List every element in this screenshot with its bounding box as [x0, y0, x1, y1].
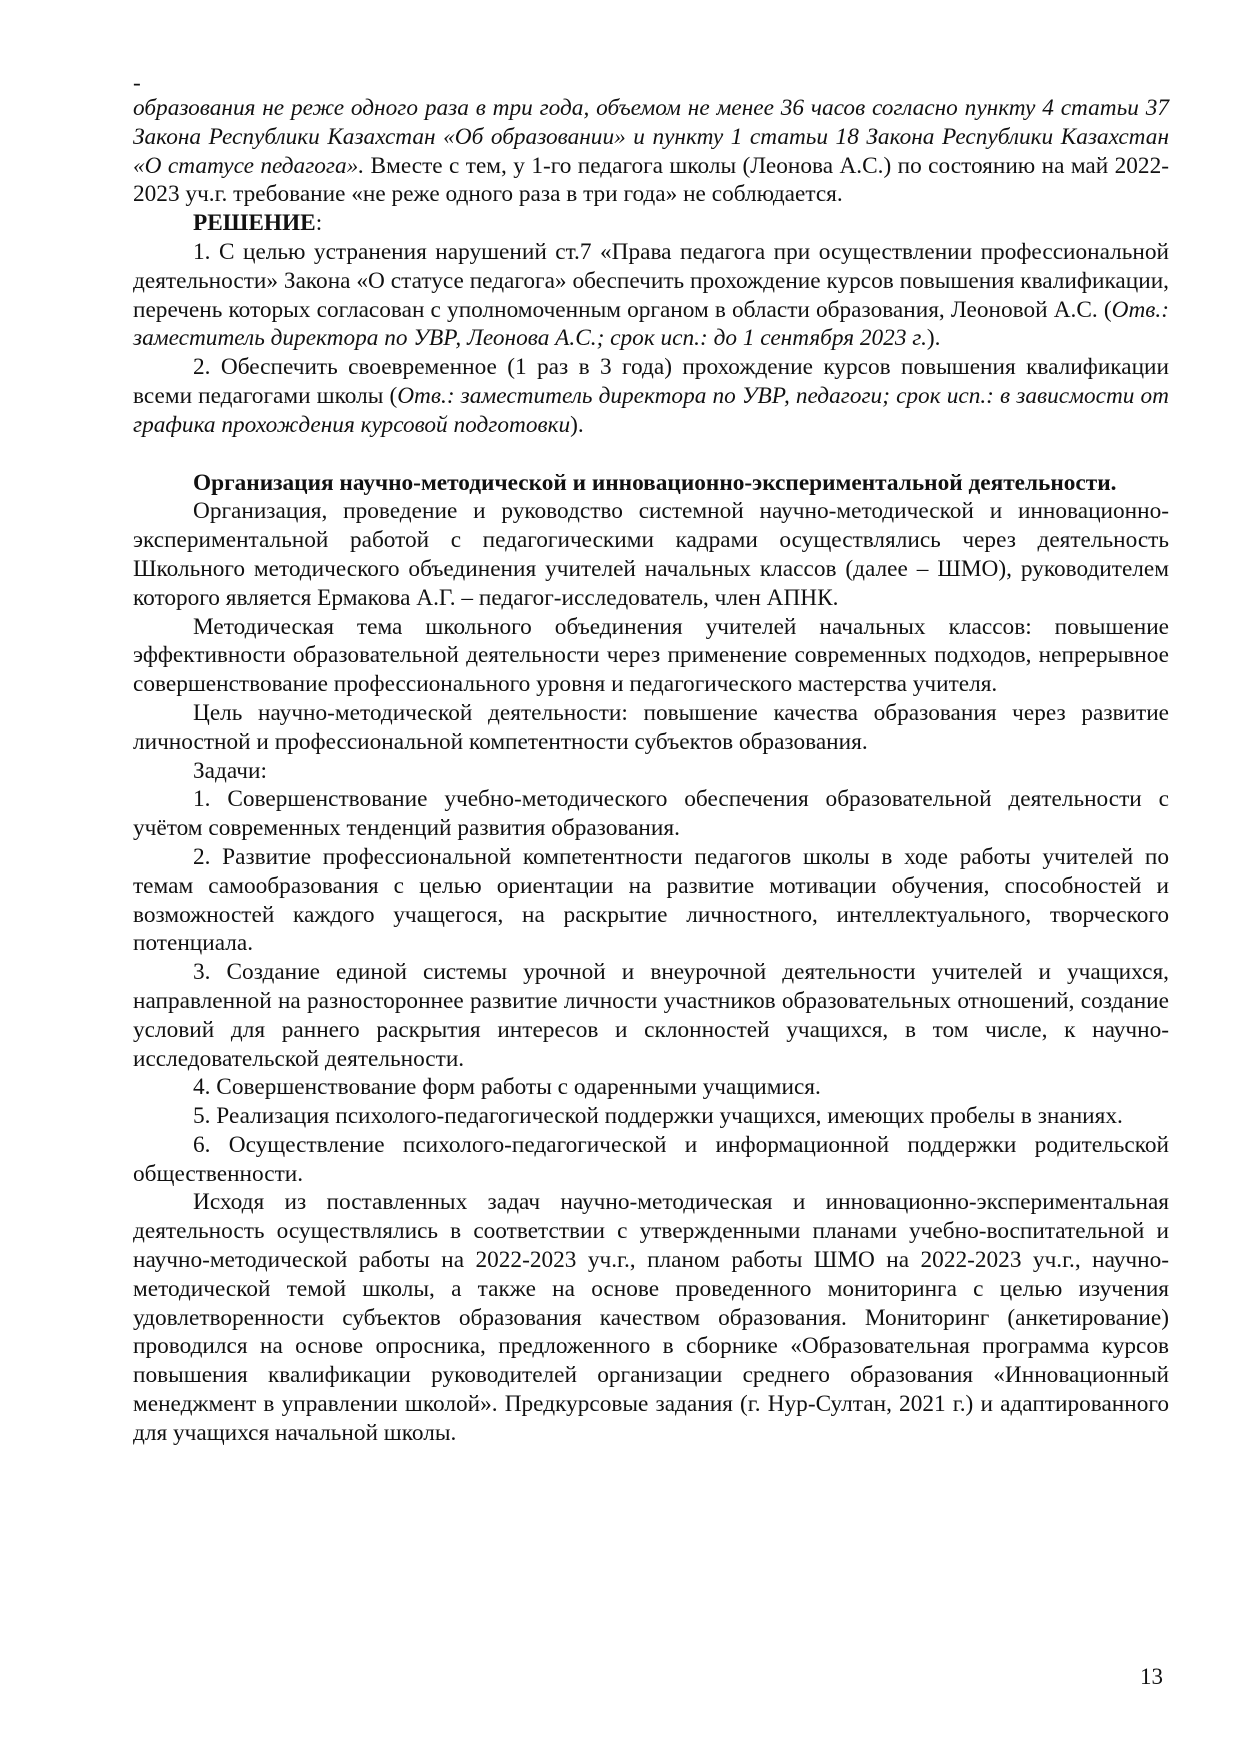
- decision-item-2: 2. Обеспечить своевременное (1 раз в 3 года) прохождение курсов повышения квалификации всеми педагогами школы (Отв.: заместитель директора по УВР, педагоги; срок исп.: в зависмости от графика прохождения курсовой подготовки).: [133, 354, 1169, 438]
- italic-law-reference: образования не реже одного раза в три года, объемом не менее 36 часов согласно пункту 4 статьи 37 Закона Республики Казахстан «Об образовании» и пункту 1 статьи 18 Закона Республики Казахстан «О статусе педагога».: [133, 95, 1169, 179]
- spacer: [133, 440, 1169, 469]
- paragraph-courses-requirement: [133, 94, 1169, 209]
- tasks-label: Задачи:: [193, 757, 267, 784]
- task-item: 2. Развитие профессиональной компетентности педагогов школы в ходе работы учителей по темам самообразования с целью ориентации на развитие мотивации обучения, способностей и возможностей каждого учащегося, на раскрытие личностного, интеллектуального, творческого потенциала.: [133, 843, 1169, 957]
- section-paragraph-3: Цель научно-методической деятельности: повышение качества образования через развитие личностной и профессиональной компетентности субъектов образования.: [133, 699, 1169, 755]
- section-paragraph-1: Организация, проведение и руководство системной научно-методической и инновационно-экспериментальной работой с педагогическими кадрами осуществлялись через деятельность Школьного методического объединения учителей начальных классов (далее – ШМО), руководителем которого является Ермакова А.Г. – педагог-исследователь, член АПНК.: [133, 498, 1169, 611]
- section-heading: Организация научно-методической и инновационно-экспериментальной деятельности.: [193, 469, 1117, 496]
- task-item: 6. Осуществление психолого-педагогической и информационной поддержки родительской общественности.: [133, 1131, 1169, 1187]
- paragraph-text: Вместе с тем, у 1-го педагога школы (Леонова А.С.) по состоянию на май 2022-2023 уч.г. требование «не реже одного раза в три года» не соблюдается.: [133, 152, 1169, 208]
- section-paragraph-2: Методическая тема школьного объединения учителей начальных классов: повышение эффективности образовательной деятельности через применение современных подходов, непрерывное совершенствование профессионального уровня и педагогического мастерства учителя.: [133, 613, 1169, 698]
- task-item: 1. Совершенствование учебно-методического обеспечения образовательной деятельности с учётом современных тенденций развития образования.: [133, 786, 1169, 842]
- document-page: [133, 72, 1169, 1448]
- responsible-note: Отв.: заместитель директора по УВР, педагоги; срок исп.: в зависмости от графика прохождения курсовой подготовки: [133, 382, 1169, 438]
- page-number: 13: [1140, 1664, 1163, 1689]
- decision-heading: РЕШЕНИЕ:: [193, 210, 323, 237]
- task-item: 4. Совершенствование форм работы с одаренными учащимися.: [193, 1074, 821, 1101]
- responsible-note: Отв.: заместитель директора по УВР, Леонова А.С.; срок исп.: до 1 сентября 2023 г.: [133, 296, 1169, 352]
- decision-title: РЕШЕНИЕ: [193, 210, 316, 237]
- task-item: 5. Реализация психолого-педагогической поддержки учащихся, имеющих пробелы в знаниях.: [193, 1103, 1123, 1130]
- leading-dash: -: [133, 70, 141, 96]
- decision-item-1: 1. С целью устранения нарушений ст.7 «Права педагога при осуществлении профессиональной деятельности» Закона «О статусе педагога» обеспечить прохождение курсов повышения квалификации, перечень которых согласован с уполномоченным органом в области образования, Леоновой А.С. (Отв.: заместитель директора по УВР, Леонова А.С.; срок исп.: до 1 сентября 2023 г.).: [133, 238, 1169, 352]
- section-paragraph-4: Исходя из поставленных задач научно-методическая и инновационно-экспериментальная деятельность осуществлялись в соответствии с утвержденными планами учебно-воспитательной и научно-методической работы на 2022-2023 уч.г., планом работы ШМО на 2022-2023 уч.г., научно-методической темой школы, а также на основе проведенного мониторинга с целью изучения удовлетворенности субъектов образования качеством образования. Мониторинг (анкетирование) проводился на основе опросника, предложенного в сборнике «Образовательная программа курсов повышения квалификации руководителей организации среднего образования «Инновационный менеджмент в управлении школой». Предкурсовые задания (г. Нур-Султан, 2021 г.) и адаптированного для учащихся начальной школы.: [133, 1189, 1169, 1446]
- task-item: 3. Создание единой системы урочной и внеурочной деятельности учителей и учащихся, направленной на разностороннее развитие личности участников образовательных отношений, создание условий для раннего раскрытия интересов и склонностей учащихся, в том числе, к научно- исследовательской деятельности.: [133, 959, 1169, 1072]
